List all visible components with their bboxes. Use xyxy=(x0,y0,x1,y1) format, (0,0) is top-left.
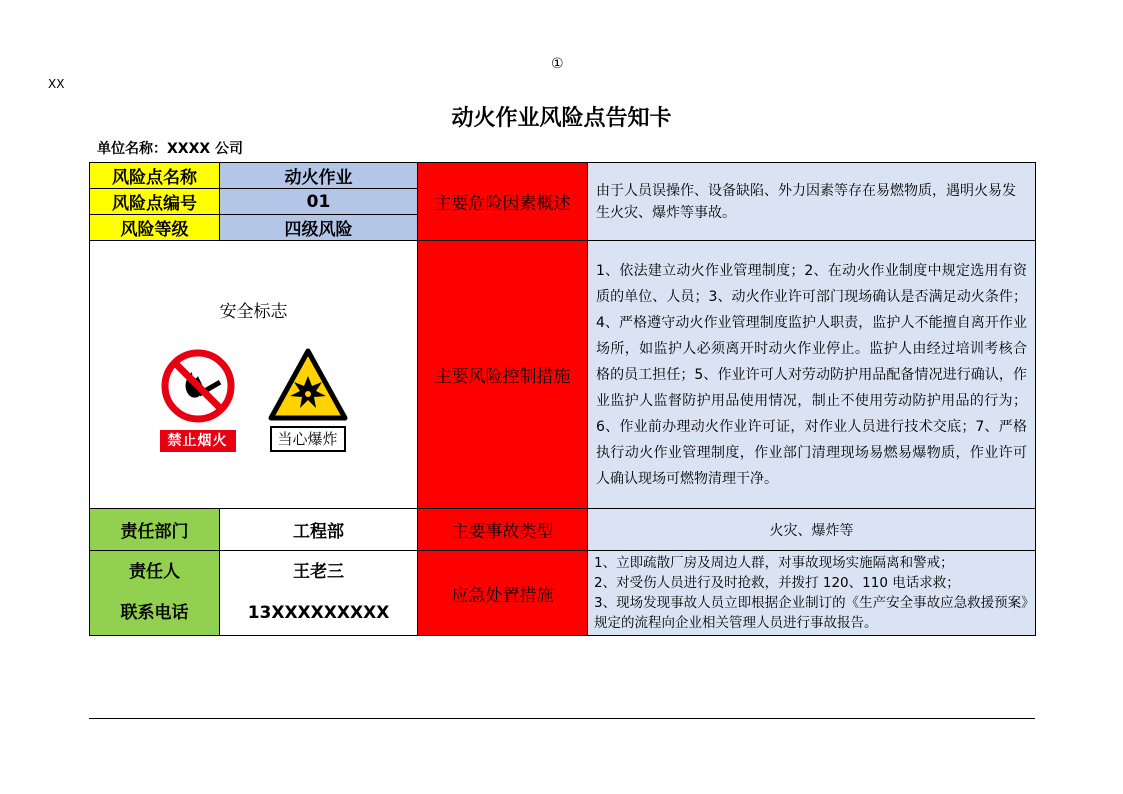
accident-label: 主要事故类型 xyxy=(418,509,588,551)
person-label: 责任人 xyxy=(129,562,180,582)
unit-name: 单位名称：XXXX 公司 xyxy=(97,141,244,157)
safety-signs-title: 安全标志 xyxy=(219,302,288,322)
header-code: XX xyxy=(48,77,65,91)
footer-divider xyxy=(89,718,1035,719)
explosion-warning-icon xyxy=(268,348,348,422)
no-smoking-sign xyxy=(160,348,236,452)
risk-name-value: 动火作业 xyxy=(220,163,418,189)
emergency-line-2: 2、对受伤人员进行及时抢救，并拨打 120、110 电话求救； xyxy=(594,575,960,591)
risk-level-label: 风险等级 xyxy=(90,215,220,241)
explosion-warning-label: 当心爆炸 xyxy=(270,426,346,452)
department-value: 工程部 xyxy=(220,509,418,551)
safety-signs-cell xyxy=(90,241,418,509)
risk-level-value: 四级风险 xyxy=(220,215,418,241)
department-label: 责任部门 xyxy=(90,509,220,551)
emergency-line-3: 3、现场发现事故人员立即根据企业制订的《生产安全事故应急救援预案》规定的流程向企业相关管理人员进行事故报告。 xyxy=(594,595,1028,631)
phone-label: 联系电话 xyxy=(120,603,189,623)
hazard-label: 主要危险因素概述 xyxy=(418,163,588,241)
emergency-line-1: 1、立即疏散厂房及周边人群，对事故现场实施隔离和警戒； xyxy=(594,555,954,571)
person-values-cell xyxy=(220,551,418,636)
risk-code-label: 风险点编号 xyxy=(90,189,220,215)
emergency-label: 应急处置措施 xyxy=(418,551,588,636)
no-smoking-label: 禁止烟火 xyxy=(160,430,236,452)
risk-name-label: 风险点名称 xyxy=(90,163,220,189)
risk-card-table xyxy=(89,162,1036,636)
explosion-warning-sign xyxy=(268,348,348,452)
person-value: 王老三 xyxy=(293,562,344,582)
risk-code-value: 01 xyxy=(220,189,418,215)
accident-value: 火灾、爆炸等 xyxy=(588,509,1036,551)
emergency-text xyxy=(588,551,1036,636)
control-text: 1、依法建立动火作业管理制度；2、在动火作业制度中规定选用有资质的单位、人员；3、动火作业许可部门现场确认是否满足动火条件；4、严格遵守动火作业管理制度监护人职责，监护人不能擅自离开作业场所，如监护人必须离开时动火作业停止。监护人由经过培训考核合格的员工担任；5、作业许可人对劳动防护用品配备情况进行确认，作业监护人监督防护用品使用情况，制止不使用劳动防护用品的行为；6、作业前办理动火作业许可证，对作业人员进行技术交底；7、严格执行动火作业管理制度，作业部门清理现场易燃易爆物质，作业许可人确认现场可燃物清理干净。 xyxy=(588,241,1036,509)
phone-value: 13XXXXXXXXX xyxy=(247,603,390,623)
page-number: ① xyxy=(551,56,564,72)
page-title: 动火作业风险点告知卡 xyxy=(451,106,672,131)
person-labels-cell xyxy=(90,551,220,636)
hazard-text: 由于人员误操作、设备缺陷、外力因素等存在易燃物质，遇明火易发生火灾、爆炸等事故。 xyxy=(588,163,1036,241)
control-label: 主要风险控制措施 xyxy=(418,241,588,509)
no-smoking-icon xyxy=(160,348,236,424)
